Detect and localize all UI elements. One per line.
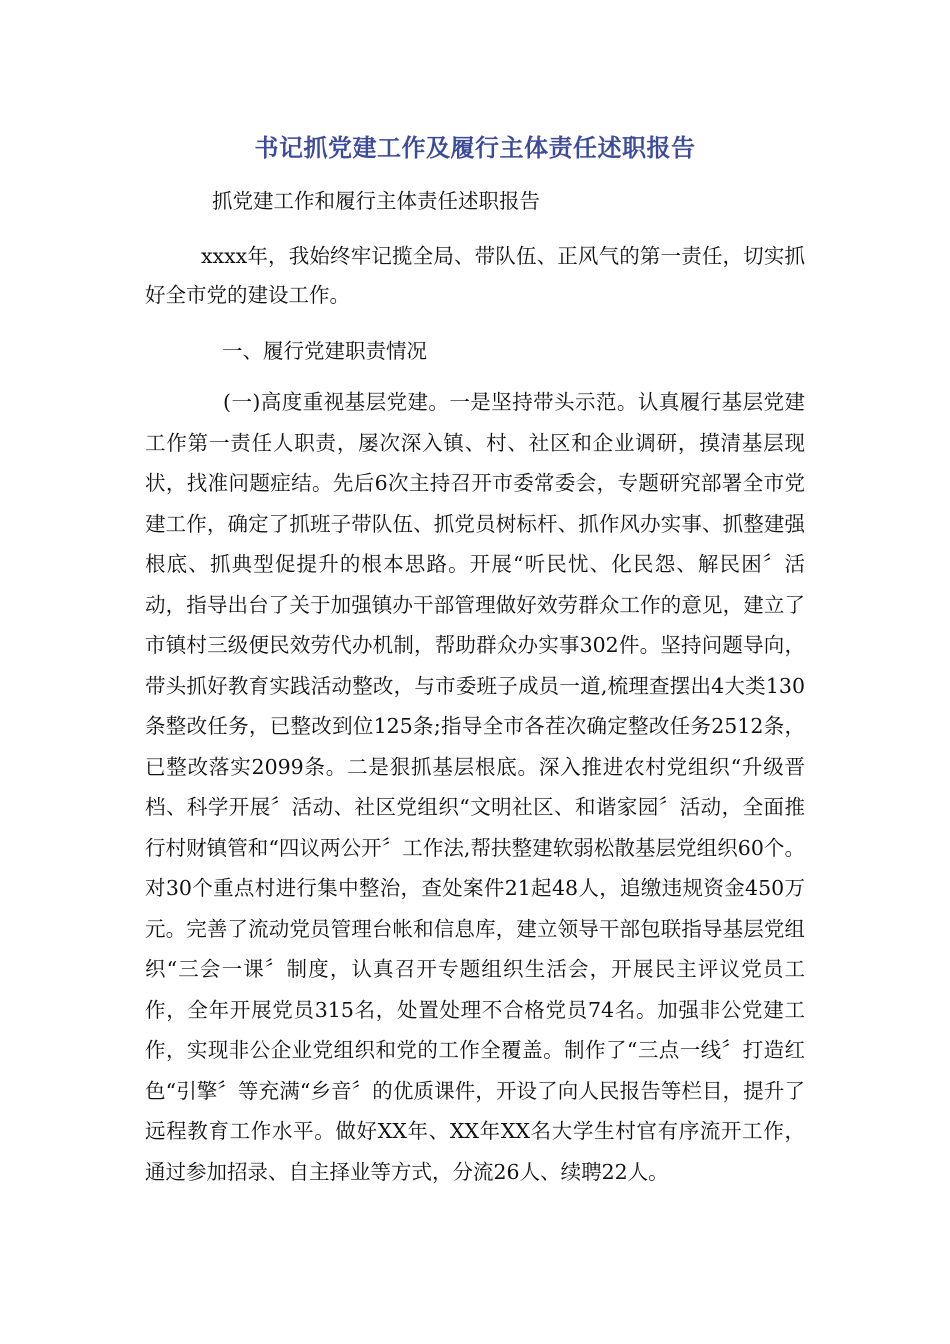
document-subtitle: 抓党建工作和履行主体责任述职报告: [212, 189, 540, 213]
section-heading: 一、履行党建职责情况: [222, 339, 427, 363]
document-title: 书记抓党建工作及履行主体责任述职报告: [254, 134, 696, 162]
intro-paragraph: xxxx年，我始终牢记揽全局、带队伍、正风气的第一责任，切实抓好全市党的建设工作。: [145, 244, 805, 307]
body-paragraph: (一)高度重视基层党建。一是坚持带头示范。认真履行基层党建工作第一责任人职责，屡次深入镇、村、社区和企业调研，摸清基层现状，找准问题症结。先后6次主持召开市委常委会，专题研究部署全市党建工作，确定了抓班子带队伍、抓党员树标杆、抓作风办实事、抓整建强根底、抓典型促提升的根本思路。开展“听民忧、化民怨、解民困〞活动，指导出台了关于加强镇办干部管理做好效劳群众工作的意见，建立了市镇村三级便民效劳代办机制，帮助群众办实事302件。坚持问题导向，带头抓好教育实践活动整改，与市委班子成员一道,梳理查摆出4大类130条整改任务，已整改到位125条;指导全市各茬次确定整改任务2512条，已整改落实2099条。二是狠抓基层根底。深入推进农村党组织“升级晋档、科学开展〞活动、社区党组织“文明社区、和谐家园〞活动，全面推行村财镇管和“四议两公开〞工作法,帮扶整建软弱松散基层党组织60个。对30个重点村进行集中整治，查处案件21起48人，追缴违规资金450万元。完善了流动党员管理台帐和信息库，建立领导干部包联指导基层党组织“三会一课〞制度，认真召开专题组织生活会，开展民主评议党员工作，全年开展党员315名，处置处理不合格党员74名。加强非公党建工作，实现非公企业党组织和党的工作全覆盖。制作了“三点一线〞打造红色“引擎〞等充满“乡音〞的优质课件，开设了向人民报告等栏目，提升了远程教育工作水平。做好XX年、XX年XX名大学生村官有序流开工作，通过参加招录、自主择业等方式，分流26人、续聘22人。: [145, 390, 805, 1184]
